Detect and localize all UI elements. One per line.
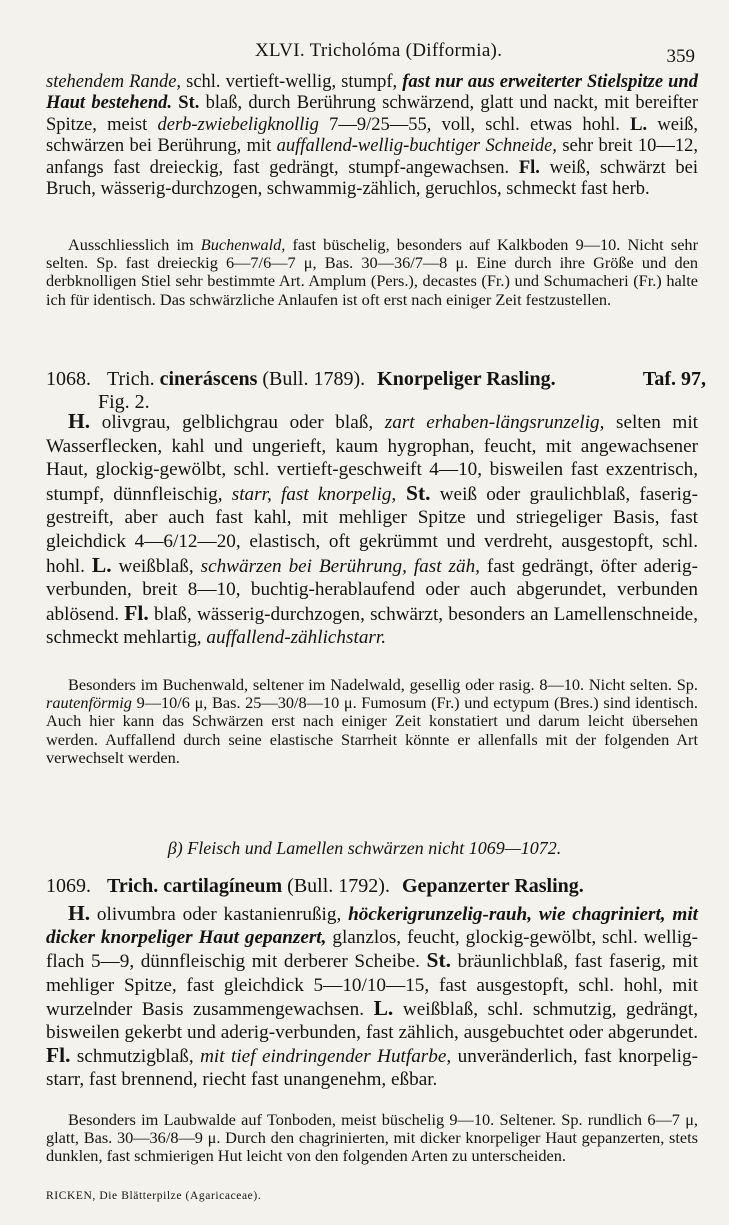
- entry-number: 1069.: [46, 875, 91, 897]
- page-footer: RICKEN, Die Blätterpilze (Agaricaceae).: [46, 1190, 262, 1202]
- figure-reference: Fig. 2.: [98, 391, 150, 413]
- entry-genus: Trich.: [107, 875, 159, 897]
- entry-1068-note: Besonders im Buchenwald, seltener im Nadelwald, gesellig oder rasig. 8—10. Nicht selten. Sp. rautenförmig 9—10/6 μ, Bas. 25—30/8—10 μ. Fumosum (Fr.) und ectypum (Bres.) sind identisch. Auch hier kann das Schwärzen erst nach einiger Zeit konstatiert und darum leicht übersehen werden. Auffallend durch seine elastische Starrheit könnte er allenfalls mit der folgenden Art verwechselt werden.: [46, 675, 698, 767]
- entry-1068-description: H. olivgrau, gelblichgrau oder blaß, zart erhaben-längsrunzelig, selten mit Wasserflecken, kahl und ungerieft, kaum hygrophan, feucht, mit angewachsener Haut, glockig-gewölbt, schl. vertieft-geschweift 4—10, bisweilen fast exzentrisch, stumpf, dünnfleischig, starr, fast knorpelig, St. weiß oder graulichblaß, faserig-gestreift, aber auch fast kahl, mit mehliger Spitze und striegeliger Basis, fast gleichdick 4—6/12—20, elastisch, oft gekrümmt und verdreht, ausgestopft, schl. hohl. L. weißblaß, schwärzen bei Berührung, fast zäh, fast gedrängt, öfter aderig-verbunden, breit 8—10, buchtig-herablaufend oder auch abgerundet, verbunden ablösend. Fl. blaß, wässerig-durchzogen, schwärzt, besonders an Lamellenschneide, schmeckt mehlartig, auffallend-zählichstarr.: [46, 409, 699, 649]
- entry-reference: (Bull. 1792).: [287, 875, 390, 897]
- plate-reference: Taf. 97,: [642, 368, 706, 390]
- entry-genus: Trich.: [107, 368, 155, 390]
- continued-description: stehendem Rande, schl. vertieft-wellig, stumpf, fast nur aus erweiterter Stielspitze und Haut bestehend. St. blaß, durch Berührung schwärzend, glatt und nackt, mit bereifter Spitze, meist derb-zwiebeligknollig 7—9/25—55, voll, schl. etwas hohl. L. weiß, schwärzen bei Berührung, mit auffallend-wellig-buchtiger Schneide, sehr breit 10—12, anfangs fast dreieckig, fast gedrängt, stumpf-angewachsen. Fl. weiß, schwärzt bei Bruch, wässerig-durchzogen, schwammig-zählich, geruchlos, schmeckt fast herb.: [46, 72, 699, 200]
- entry-1068-heading: [46, 368, 706, 414]
- entry-common-name: Gepanzerter Rasling.: [401, 875, 584, 897]
- entry-species: cineráscens: [159, 368, 258, 390]
- entry-reference: (Bull. 1789).: [262, 368, 366, 390]
- entry-number: 1068.: [46, 368, 91, 390]
- entry-1069-description: H. olivumbra oder kastanienrußig, höckerigrunzelig-rauh, wie chagriniert, mit dicker knorpeliger Haut gepanzert, glanzlos, feucht, glockig-gewölbt, schl. wellig-flach 5—9, dünnfleischig mit derberer Scheibe. St. bräunlichblaß, fast faserig, mit mehliger Spitze, fast gleichdick 5—10/10—15, fast ausgestopft, schl. hohl, mit wurzelnder Basis zusammengewachsen. L. weißblaß, schl. schmutzig, gedrängt, bisweilen gekerbt und aderig-verbunden, fast zählich, ausgebuchtet oder abgerundet. Fl. schmutzigblaß, mit tief eindringender Hutfarbe, unveränderlich, fast knorpelig-starr, fast brennend, riecht fast unangenehm, eßbar.: [46, 901, 699, 1091]
- entry-common-name: Knorpeliger Rasling.: [377, 368, 556, 390]
- entry-1069-heading: [46, 875, 706, 898]
- section-heading: β) Fleisch und Lamellen schwärzen nicht 1069—1072.: [167, 838, 562, 858]
- running-header: [0, 40, 729, 70]
- page-number: 359: [666, 46, 695, 67]
- entry-species: cartilagíneum: [163, 875, 283, 897]
- entry-1069-note: Besonders im Laubwalde auf Tonboden, meist büschelig 9—10. Seltener. Sp. rundlich 6—7 μ, glatt, Bas. 30—36/8—9 μ. Durch den chagrinierten, mit dicker knorpeliger Haut gepanzerten, stets dunklen, fast schmierigen Hut leicht von den folgenden Arten zu unterscheiden.: [46, 1110, 698, 1166]
- continued-note: Ausschliesslich im Buchenwald, fast büschelig, besonders auf Kalkboden 9—10. Nicht sehr selten. Sp. fast dreieckig 6—7/6—7 μ, Bas. 30—36/7—8 μ. Eine durch ihre Größe und den derbknolligen Stiel sehr bestimmte Art. Amplum (Pers.), decastes (Fr.) und Schumacheri (Fr.) halte ich für identisch. Das schwärzliche Anlaufen ist oft erst nach einiger Zeit festzustellen.: [46, 235, 698, 309]
- header-title: XLVI. Tricholóma (Difformia).: [255, 40, 503, 61]
